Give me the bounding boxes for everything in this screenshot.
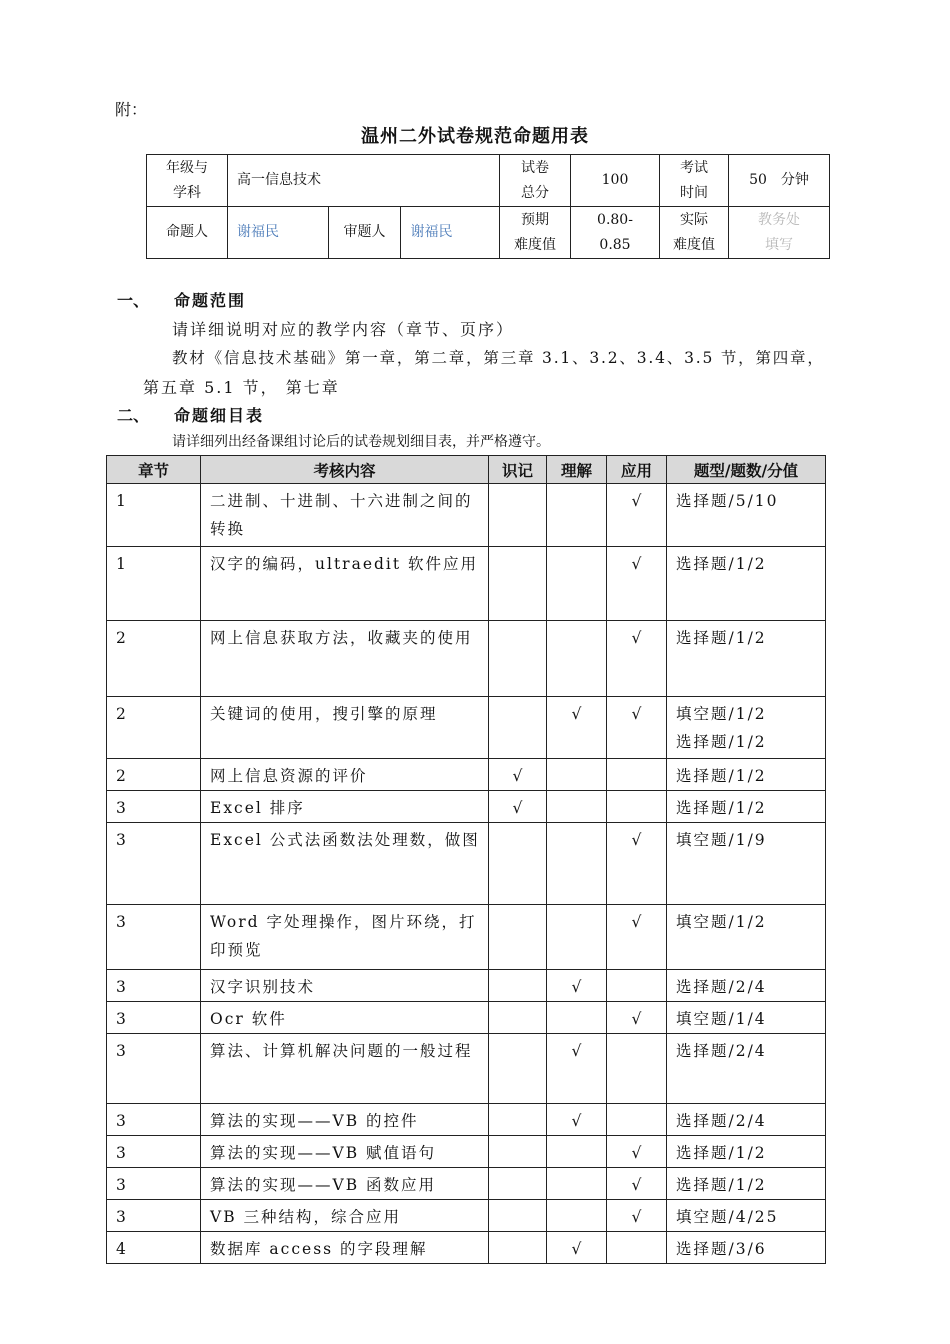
table-row [107, 970, 826, 1002]
time-label: 考试 时间 [660, 155, 729, 207]
cell-content: Excel 排序 [201, 791, 489, 823]
cell-type: 选择题/1/2 [667, 547, 826, 621]
total-value: 100 [571, 155, 660, 207]
cell-content: 网上信息获取方法，收藏夹的使用 [201, 621, 489, 697]
cell-recall: √ [489, 759, 547, 791]
section2-title: 命题细目表 [174, 406, 265, 425]
cell-apply [607, 1232, 667, 1264]
table-row [107, 697, 826, 759]
cell-content: 算法的实现——VB 赋值语句 [201, 1136, 489, 1168]
table-row [107, 823, 826, 905]
cell-recall [489, 1002, 547, 1034]
cell-chapter: 1 [107, 547, 201, 621]
cell-chapter: 2 [107, 697, 201, 759]
cell-chapter: 3 [107, 823, 201, 905]
cell-understand [547, 759, 607, 791]
section2-instruction: 请详细列出经备课组讨论后的试卷规划细目表，并严格遵守。 [172, 434, 550, 450]
cell-type: 选择题/1/2 [667, 791, 826, 823]
author-value: 谢福民 [228, 207, 329, 259]
cell-apply: √ [607, 1200, 667, 1232]
cell-apply [607, 970, 667, 1002]
table-header-row [107, 456, 826, 484]
cell-type: 选择题/1/2 [667, 1136, 826, 1168]
section1-number: 一、 [117, 291, 150, 310]
section1-content-line1: 教材《信息技术基础》第一章，第二章，第三章 3.1、3.2、3.4、3.5 节，第四章， [172, 349, 825, 367]
cell-recall [489, 1168, 547, 1200]
cell-content: 算法的实现——VB 函数应用 [201, 1168, 489, 1200]
cell-content: 数据库 access 的字段理解 [201, 1232, 489, 1264]
cell-content: 汉字识别技术 [201, 970, 489, 1002]
cell-content: Excel 公式法函数法处理数，做图 [201, 823, 489, 905]
cell-type: 填空题/1/9 [667, 823, 826, 905]
cell-content: 网上信息资源的评价 [201, 759, 489, 791]
col-header-content: 考核内容 [201, 456, 489, 484]
grade-value: 高一信息技术 [228, 155, 500, 207]
cell-content: 汉字的编码，ultraedit 软件应用 [201, 547, 489, 621]
attachment-label: 附： [115, 100, 148, 119]
table-row [107, 1034, 826, 1104]
cell-understand [547, 484, 607, 547]
cell-understand [547, 621, 607, 697]
cell-type: 填空题/4/25 [667, 1200, 826, 1232]
total-label: 试卷 总分 [500, 155, 571, 207]
time-value: 50 分钟 [729, 155, 830, 207]
cell-apply: √ [607, 547, 667, 621]
reviewer-value: 谢福民 [401, 207, 500, 259]
cell-apply: √ [607, 1136, 667, 1168]
section1-title: 命题范围 [174, 291, 247, 310]
cell-recall [489, 547, 547, 621]
cell-recall [489, 1232, 547, 1264]
cell-understand [547, 1002, 607, 1034]
cell-apply [607, 759, 667, 791]
table-row [107, 1168, 826, 1200]
reviewer-label: 审题人 [328, 207, 401, 259]
section1-instruction: 请详细说明对应的教学内容（章节、页序） [172, 320, 515, 339]
cell-chapter: 4 [107, 1232, 201, 1264]
table-row [107, 905, 826, 970]
cell-understand [547, 823, 607, 905]
col-header-understand: 理解 [547, 456, 607, 484]
cell-content: 二进制、十进制、十六进制之间的转换 [201, 484, 489, 547]
cell-type: 选择题/5/10 [667, 484, 826, 547]
cell-content: 算法的实现——VB 的控件 [201, 1104, 489, 1136]
table-row [107, 547, 826, 621]
table-row [107, 791, 826, 823]
cell-understand [547, 791, 607, 823]
table-row [107, 484, 826, 547]
cell-type: 填空题/1/2 选择题/1/2 [667, 697, 826, 759]
author-label: 命题人 [147, 207, 228, 259]
page-title: 温州二外试卷规范命题用表 [361, 126, 589, 147]
cell-apply [607, 791, 667, 823]
cell-chapter: 1 [107, 484, 201, 547]
cell-chapter: 3 [107, 905, 201, 970]
cell-content: VB 三种结构，综合应用 [201, 1200, 489, 1232]
table-row [107, 1232, 826, 1264]
cell-understand: √ [547, 1232, 607, 1264]
grade-label: 年级与 学科 [147, 155, 228, 207]
section1-content-line2: 第五章 5.1 节， 第七章 [143, 378, 340, 397]
cell-apply: √ [607, 1002, 667, 1034]
cell-type: 选择题/3/6 [667, 1232, 826, 1264]
table-row [107, 1200, 826, 1232]
cell-understand [547, 905, 607, 970]
cell-recall [489, 1034, 547, 1104]
cell-recall [489, 484, 547, 547]
cell-apply [607, 1104, 667, 1136]
cell-type: 选择题/1/2 [667, 621, 826, 697]
actual-value: 教务处 填写 [729, 207, 830, 259]
cell-understand [547, 1200, 607, 1232]
cell-apply: √ [607, 697, 667, 759]
cell-content: 算法、计算机解决问题的一般过程 [201, 1034, 489, 1104]
cell-recall [489, 823, 547, 905]
cell-understand [547, 547, 607, 621]
section2-number: 二、 [117, 406, 150, 425]
cell-recall [489, 1104, 547, 1136]
cell-understand: √ [547, 970, 607, 1002]
col-header-recall: 识记 [489, 456, 547, 484]
cell-recall [489, 697, 547, 759]
cell-type: 选择题/1/2 [667, 1168, 826, 1200]
table-row [107, 1002, 826, 1034]
cell-chapter: 3 [107, 1002, 201, 1034]
cell-recall [489, 1136, 547, 1168]
cell-chapter: 3 [107, 1200, 201, 1232]
cell-type: 填空题/1/2 [667, 905, 826, 970]
cell-apply: √ [607, 484, 667, 547]
cell-understand: √ [547, 697, 607, 759]
col-header-type: 题型/题数/分值 [667, 456, 826, 484]
cell-type: 选择题/2/4 [667, 1034, 826, 1104]
cell-content: Word 字处理操作，图片环绕，打印预览 [201, 905, 489, 970]
cell-chapter: 2 [107, 759, 201, 791]
cell-chapter: 3 [107, 1104, 201, 1136]
cell-recall [489, 905, 547, 970]
cell-chapter: 3 [107, 1136, 201, 1168]
cell-type: 选择题/1/2 [667, 759, 826, 791]
header-table [146, 154, 830, 259]
cell-apply: √ [607, 823, 667, 905]
cell-recall [489, 621, 547, 697]
expected-value: 0.80- 0.85 [571, 207, 660, 259]
table-row [107, 1136, 826, 1168]
cell-understand [547, 1168, 607, 1200]
cell-apply: √ [607, 1168, 667, 1200]
col-header-chapter: 章节 [107, 456, 201, 484]
detail-table [106, 455, 826, 1264]
cell-recall: √ [489, 791, 547, 823]
cell-type: 填空题/1/4 [667, 1002, 826, 1034]
cell-type: 选择题/2/4 [667, 970, 826, 1002]
cell-apply: √ [607, 621, 667, 697]
cell-content: Ocr 软件 [201, 1002, 489, 1034]
cell-understand [547, 1136, 607, 1168]
cell-chapter: 2 [107, 621, 201, 697]
col-header-apply: 应用 [607, 456, 667, 484]
actual-label: 实际 难度值 [660, 207, 729, 259]
cell-apply: √ [607, 905, 667, 970]
table-row [107, 621, 826, 697]
cell-chapter: 3 [107, 1034, 201, 1104]
cell-understand: √ [547, 1034, 607, 1104]
cell-chapter: 3 [107, 1168, 201, 1200]
table-row [107, 759, 826, 791]
cell-content: 关键词的使用，搜引擎的原理 [201, 697, 489, 759]
cell-apply [607, 1034, 667, 1104]
cell-chapter: 3 [107, 791, 201, 823]
cell-recall [489, 1200, 547, 1232]
cell-recall [489, 970, 547, 1002]
cell-chapter: 3 [107, 970, 201, 1002]
expected-label: 预期 难度值 [500, 207, 571, 259]
cell-understand: √ [547, 1104, 607, 1136]
cell-type: 选择题/2/4 [667, 1104, 826, 1136]
table-row [107, 1104, 826, 1136]
